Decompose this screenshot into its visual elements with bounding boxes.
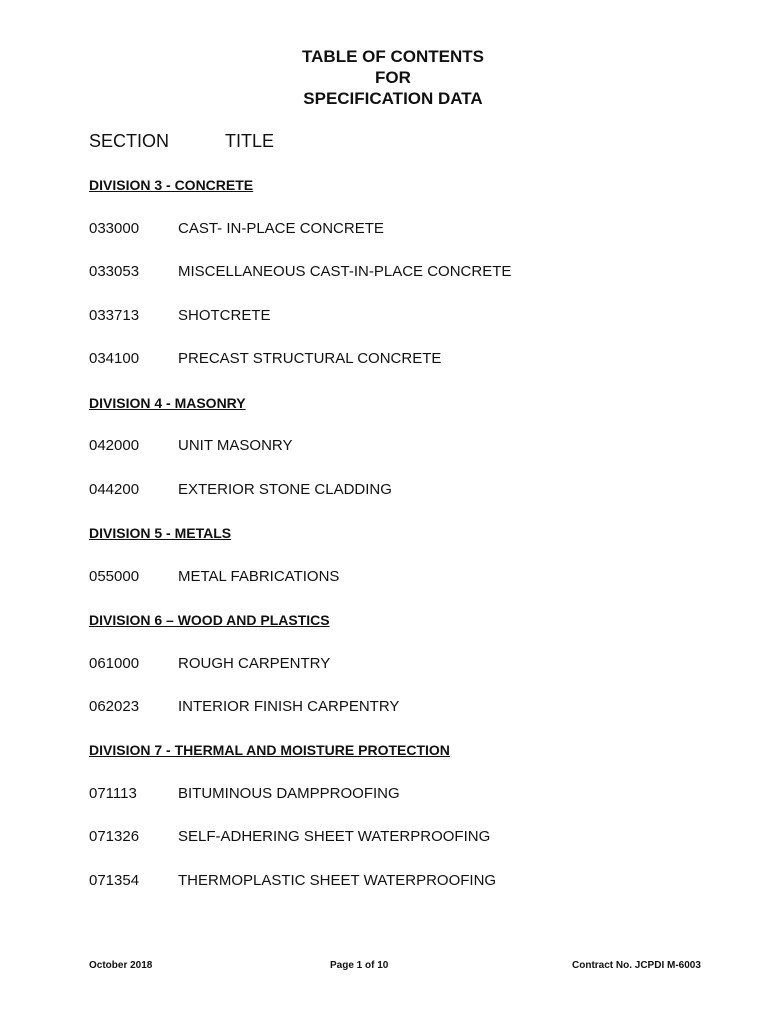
section-title: SELF-ADHERING SHEET WATERPROOFING [178, 828, 491, 845]
title-column-header: TITLE [225, 131, 275, 151]
title-line-3: SPECIFICATION DATA [303, 89, 483, 108]
section-number: 033000 [89, 220, 140, 237]
section-title: MISCELLANEOUS CAST-IN-PLACE CONCRETE [178, 263, 512, 280]
section-number: 071326 [89, 828, 140, 845]
section-title: PRECAST STRUCTURAL CONCRETE [178, 350, 442, 367]
section-title: UNIT MASONRY [178, 437, 293, 454]
section-number: 061000 [89, 655, 140, 672]
division-heading: DIVISION 5 - METALS [89, 525, 232, 541]
section-number: 071113 [89, 785, 137, 802]
section-title: INTERIOR FINISH CARPENTRY [178, 698, 400, 715]
division-heading: DIVISION 4 - MASONRY [89, 395, 246, 411]
section-number: 042000 [89, 437, 140, 454]
footer-page-number: Page 1 of 10 [330, 960, 389, 971]
document-title [0, 46, 768, 109]
section-number: 071354 [89, 872, 140, 889]
section-number: 033713 [89, 307, 140, 324]
division-heading: DIVISION 6 – WOOD AND PLASTICS [89, 612, 330, 628]
section-title: BITUMINOUS DAMPPROOFING [178, 785, 400, 802]
section-column-header: SECTION [89, 131, 170, 151]
division-heading: DIVISION 3 - CONCRETE [89, 177, 254, 193]
section-number: 044200 [89, 481, 140, 498]
section-title: EXTERIOR STONE CLADDING [178, 481, 392, 498]
section-number: 033053 [89, 263, 140, 280]
section-number: 055000 [89, 568, 140, 585]
section-title: SHOTCRETE [178, 307, 271, 324]
footer-date: October 2018 [89, 960, 153, 971]
section-title: CAST- IN-PLACE CONCRETE [178, 220, 384, 237]
section-number: 062023 [89, 698, 140, 715]
section-title: ROUGH CARPENTRY [178, 655, 331, 672]
title-line-1: TABLE OF CONTENTS [302, 47, 484, 66]
title-line-2: FOR [375, 68, 411, 87]
section-title: THERMOPLASTIC SHEET WATERPROOFING [178, 872, 497, 889]
section-title: METAL FABRICATIONS [178, 568, 340, 585]
footer-contract-number: Contract No. JCPDI M-6003 [572, 960, 701, 971]
division-heading: DIVISION 7 - THERMAL AND MOISTURE PROTECTION [89, 742, 450, 758]
section-number: 034100 [89, 350, 140, 367]
